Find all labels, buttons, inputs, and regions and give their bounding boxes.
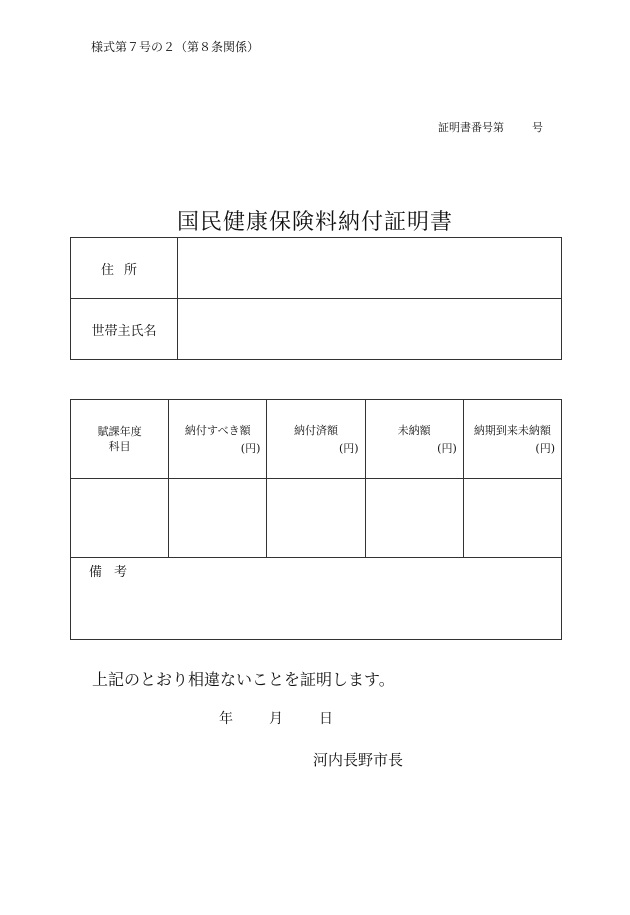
header-fiscal-year-line1: 賦課年度 [97, 425, 142, 438]
form-number: 様式第７号の２（第８条関係） [91, 40, 260, 54]
address-field [178, 238, 562, 299]
header-amount-unpaid-label: 未納額 [397, 424, 431, 437]
header-amount-due-unit: (円) [240, 442, 261, 455]
address-label: 住所 [71, 238, 178, 299]
amount-unpaid-cell [365, 479, 463, 558]
amount-due-cell [169, 479, 267, 558]
header-overdue-unpaid [463, 400, 561, 479]
address-row [71, 238, 562, 299]
header-amount-due [169, 400, 267, 479]
householder-row [71, 299, 562, 360]
header-amount-paid-label: 納付済額 [293, 424, 338, 437]
header-amount-unpaid-unit: (円) [437, 442, 457, 455]
header-amount-due-label: 納付すべき額 [184, 424, 251, 437]
header-amount-unpaid [365, 400, 463, 479]
householder-label: 世帯主氏名 [71, 299, 178, 360]
remarks-label: 備考 [89, 565, 140, 580]
info-table [70, 237, 562, 360]
date-month: 月 [269, 711, 283, 727]
payment-table [70, 399, 562, 640]
remarks-row [71, 558, 562, 640]
certificate-number [438, 119, 543, 135]
householder-field [178, 299, 562, 360]
payment-header-row [71, 400, 562, 479]
issue-date [219, 708, 333, 728]
date-year: 年 [219, 711, 233, 727]
fiscal-year-cell [71, 479, 169, 558]
amount-paid-cell [267, 479, 365, 558]
page-title: 国民健康保険料納付証明書 [176, 210, 453, 235]
issuer-name: 河内長野市長 [313, 751, 404, 769]
header-overdue-unpaid-label: 納期到来未納額 [473, 424, 551, 437]
certificate-number-prefix: 証明書番号第 [438, 121, 504, 134]
certificate-number-suffix: 号 [532, 121, 543, 134]
header-overdue-unpaid-unit: (円) [535, 442, 555, 455]
payment-data-row [71, 479, 562, 558]
header-amount-paid [267, 400, 365, 479]
header-fiscal-year-line2: 科目 [108, 440, 131, 453]
date-day: 日 [319, 711, 333, 727]
header-fiscal-year [71, 400, 169, 479]
remarks-cell [71, 558, 562, 640]
overdue-unpaid-cell [463, 479, 561, 558]
header-amount-paid-unit: (円) [338, 442, 359, 455]
certification-statement: 上記のとおり相違ないことを証明します。 [92, 670, 395, 689]
